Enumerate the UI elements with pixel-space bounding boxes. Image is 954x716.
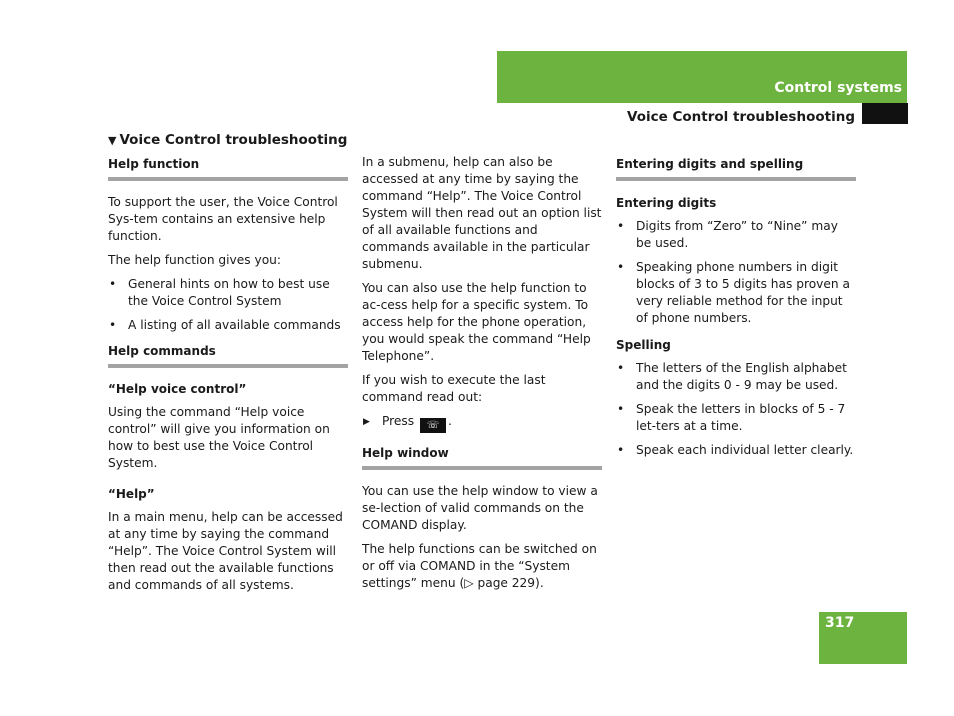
help-function-heading: Help function: [108, 154, 348, 181]
voice-control-subheading: “Help voice control”: [108, 382, 247, 396]
list-item: • Speak each individual letter clearly.: [617, 443, 854, 457]
paragraph: You can use the help window to view a se-lection of valid commands on the COMAND display.: [362, 484, 598, 532]
paragraph: In a submenu, help can also be accessed at any time by saying the command “Help”. The Voice Control System will then read out an option list of all available functions and commands available in the particular submenu.: [362, 155, 602, 271]
main-heading: [108, 132, 347, 148]
column-3: [616, 154, 856, 466]
paragraph: The help function gives you:: [108, 253, 281, 267]
page-number: 317: [825, 615, 855, 631]
section-title: Voice Control troubleshooting: [627, 109, 855, 125]
bullet-list: [616, 218, 856, 327]
bullet-icon: •: [617, 443, 625, 457]
main-heading-text: Voice Control troubleshooting: [119, 132, 348, 148]
bullet-icon: •: [617, 219, 625, 233]
spelling-subheading: Spelling: [616, 338, 671, 352]
list-item: • Speaking phone numbers in digit blocks of 3 to 5 digits has proven a very reliable method for the input of phone numbers.: [617, 260, 850, 325]
bullet-icon: •: [109, 277, 117, 291]
paragraph: The help functions can be switched on or off via COMAND in the “System settings” menu (▷ page 229).: [362, 542, 597, 590]
list-item: • A listing of all available commands: [109, 318, 341, 332]
list-item: • The letters of the English alphabet and the digits 0 - 9 may be used.: [617, 361, 847, 392]
column-1: [108, 154, 348, 601]
paragraph: If you wish to execute the last command read out:: [362, 373, 546, 404]
bullet-list: [108, 276, 348, 334]
chapter-title: Control systems: [774, 80, 902, 96]
bullet-list: [616, 360, 856, 459]
bullet-icon: •: [617, 402, 625, 416]
action-arrow-icon: ▶: [363, 417, 370, 427]
triangle-icon: ▼: [108, 134, 117, 147]
bullet-icon: •: [109, 318, 117, 332]
column-2: [362, 154, 602, 599]
list-item: • Digits from “Zero” to “Nine” may be used.: [617, 219, 838, 250]
list-item: • General hints on how to best use the Voice Control System: [109, 277, 330, 308]
help-commands-heading: Help commands: [108, 341, 348, 368]
bullet-icon: •: [617, 260, 625, 274]
paragraph: To support the user, the Voice Control Sys-tem contains an extensive help function.: [108, 195, 338, 243]
bullet-icon: •: [617, 361, 625, 375]
help-subheading: “Help”: [108, 487, 155, 501]
paragraph: In a main menu, help can be accessed at any time by saying the command “Help”. The Voice Control System will then read out the available functions and commands of all systems.: [108, 510, 343, 592]
help-window-heading: Help window: [362, 443, 602, 470]
entering-digits-spelling-heading: Entering digits and spelling: [616, 154, 856, 181]
talk-button-icon: ☏: [420, 418, 446, 433]
paragraph: You can also use the help function to ac-cess help for a specific system. To access help for the phone operation, you would speak the command “Help Telephone”.: [362, 281, 591, 363]
chapter-tab-marker: [862, 103, 908, 124]
paragraph: Using the command “Help voice control” will give you information on how to best use the Voice Control System.: [108, 405, 330, 470]
list-item: • Speak the letters in blocks of 5 - 7 let-ters at a time.: [617, 402, 846, 433]
entering-digits-subheading: Entering digits: [616, 196, 717, 210]
press-instruction: ▶ Press ☏ .: [363, 414, 452, 431]
